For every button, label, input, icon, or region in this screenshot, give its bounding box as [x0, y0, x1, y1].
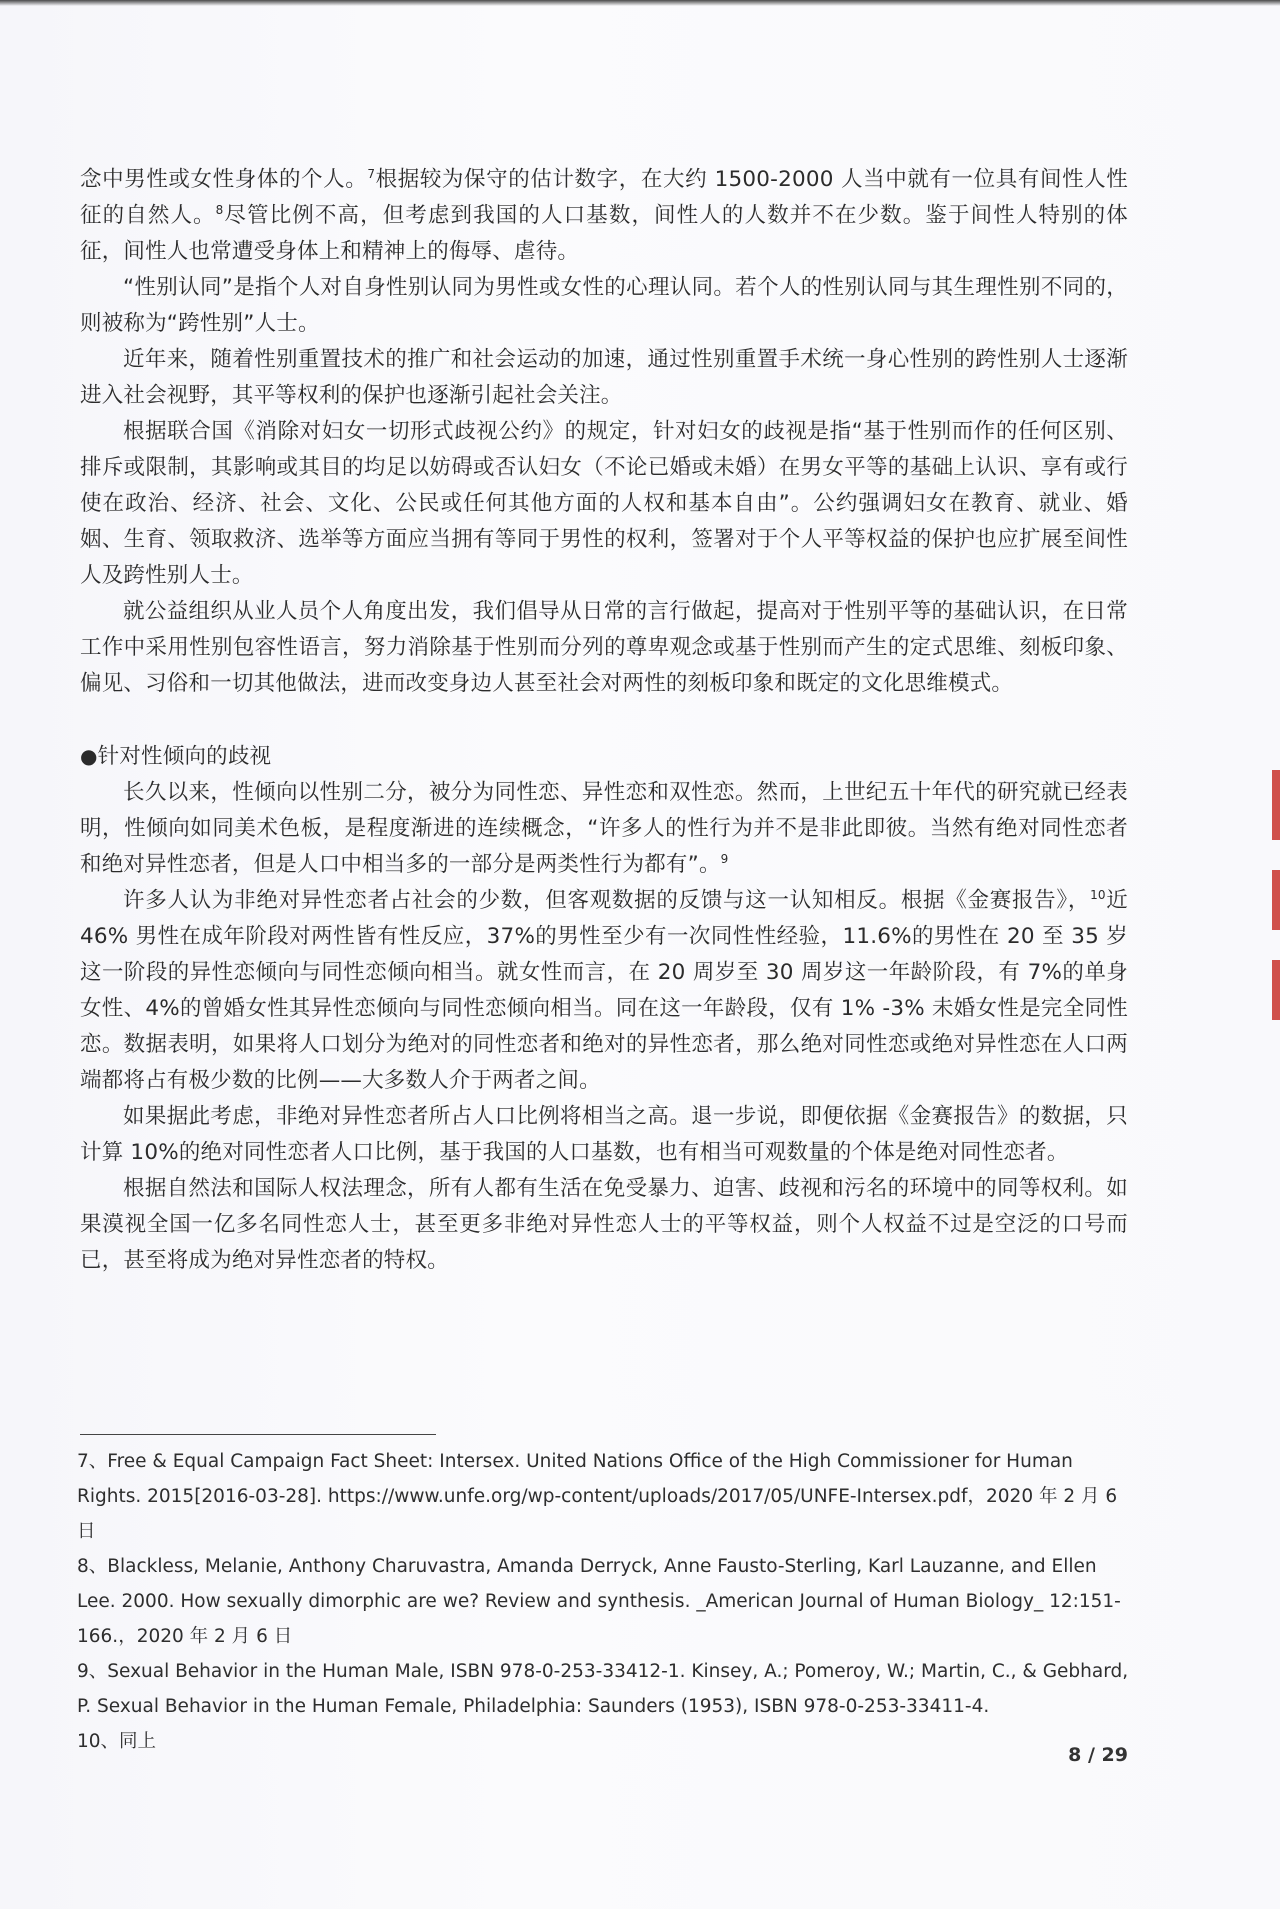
footnote-ref-8: 8	[215, 202, 224, 217]
bullet-icon: ●	[80, 744, 98, 768]
footnote-8: 8、Blackless, Melanie, Anthony Charuvastra, Amanda Derryck, Anne Fausto-Sterling, Karl Lauzanne, and Ellen Lee. 2000. How sexually dimorphic are we? Review and synthesis. _American Journal of Human Biology_ 12:151-166.，2020 年 2 月 6 日	[77, 1556, 1121, 1647]
paragraph-population: 如果据此考虑，非绝对异性恋者所占人口比例将相当之高。退一步说，即便依据《金赛报告》的数据，只计算 10%的绝对同性恋者人口比例，基于我国的人口基数，也有相当可观数量的个体是绝对同性恋者。	[80, 1104, 1128, 1165]
edge-mark-3	[1272, 960, 1280, 1020]
body-text	[80, 162, 1128, 1279]
footnotes	[77, 1444, 1129, 1759]
footnote-divider	[80, 1434, 436, 1435]
edge-mark-1	[1272, 770, 1280, 840]
paragraph-gender-identity: “性别认同”是指个人对自身性别认同为男性或女性的心理认同。若个人的性别认同与其生理性别不同的，则被称为“跨性别”人士。	[80, 275, 1128, 336]
section-heading	[80, 738, 1128, 775]
paragraph-orientation-spectrum: 长久以来，性倾向以性别二分，被分为同性恋、异性恋和双性恋。然而，上世纪五十年代的研究就已经表明，性倾向如同美术色板，是程度渐进的连续概念，“许多人的性行为并不是非此即彼。当然有绝对同性恋者和绝对异性恋者，但是人口中相当多的一部分是两类性行为都有”。$^9$	[80, 780, 1128, 877]
scan-top-shadow	[0, 0, 1280, 6]
paragraph-intersex: 念中男性或女性身体的个人。$^7$根据较为保守的估计数字，在大约 1500-2000 人当中就有一位具有间性人性征的自然人。$^8$尽管比例不高，但考虑到我国的人口基数，间性人的人数并不在少数。鉴于间性人特别的体征，间性人也常遭受身体上和精神上的侮辱、虐待。	[80, 166, 1128, 264]
section-title: 针对性倾向的歧视	[97, 744, 272, 769]
paragraph-cedaw: 根据联合国《消除对妇女一切形式歧视公约》的规定，针对妇女的歧视是指“基于性别而作的任何区别、排斥或限制，其影响或其目的均足以妨碍或否认妇女（不论已婚或未婚）在男女平等的基础上认识、享有或行使在政治、经济、社会、文化、公民或任何其他方面的人权和基本自由”。公约强调妇女在教育、就业、婚姻、生育、领取救济、选举等方面应当拥有等同于男性的权利，签署对于个人平等权益的保护也应扩展至间性人及跨性别人士。	[80, 419, 1128, 588]
paragraph-advocacy: 就公益组织从业人员个人角度出发，我们倡导从日常的言行做起，提高对于性别平等的基础认识，在日常工作中采用性别包容性语言，努力消除基于性别而分列的尊卑观念或基于性别而产生的定式思维、刻板印象、偏见、习俗和一切其他做法，进而改变身边人甚至社会对两性的刻板印象和既定的文化思维模式。	[80, 599, 1128, 696]
edge-mark-2	[1272, 870, 1280, 930]
paragraph-kinsey-data: 许多人认为非绝对异性恋者占社会的少数，但客观数据的反馈与这一认知相反。根据《金赛报告》，$^{10}$近 46% 男性在成年阶段对两性皆有性反应，37%的男性至少有一次同性性经验，11.6%的男性在 20 至 35 岁这一阶段的异性恋倾向与同性恋倾向相当。就女性而言，在 20 周岁至 30 周岁这一年龄阶段，有 7%的单身女性、4%的曾婚女性其异性恋倾向与同性恋倾向相当。同在这一年龄段，仅有 1% -3% 未婚女性是完全同性恋。数据表明，如果将人口划分为绝对的同性恋者和绝对的异性恋者，那么绝对同性恋或绝对异性恋在人口两端都将占有极少数的比例——大多数人介于两者之间。	[80, 887, 1128, 1093]
paragraph-transgender: 近年来，随着性别重置技术的推广和社会运动的加速，通过性别重置手术统一身心性别的跨性别人士逐渐进入社会视野，其平等权利的保护也逐渐引起社会关注。	[80, 347, 1128, 408]
footnote-9: 9、Sexual Behavior in the Human Male, ISBN 978-0-253-33412-1. Kinsey, A.; Pomeroy, W.; Martin, C., & Gebhard, P. Sexual Behavior in the Human Female, Philadelphia: Saunders (1953), ISBN 978-0-253-33411-4.	[77, 1661, 1129, 1717]
footnote-ref-7: 7	[367, 166, 376, 181]
footnote-7: 7、Free & Equal Campaign Fact Sheet: Intersex. United Nations Office of the High Commissioner for Human Rights. 2015[2016-03-28]. https://www.unfe.org/wp-content/uploads/2017/05/UNFE-Intersex.pdf，2020 年 2 月 6 日	[77, 1451, 1118, 1542]
page-number: 8 / 29	[1068, 1744, 1128, 1766]
paragraph-human-rights: 根据自然法和国际人权法理念，所有人都有生活在免受暴力、迫害、歧视和污名的环境中的同等权利。如果漠视全国一亿多名同性恋人士，甚至更多非绝对异性恋人士的平等权益，则个人权益不过是空泛的口号而已，甚至将成为绝对异性恋者的特权。	[80, 1176, 1128, 1273]
footnote-10: 10、同上	[77, 1731, 157, 1752]
footnote-ref-9: 9	[720, 851, 729, 866]
footnote-ref-10: 10	[1090, 887, 1106, 902]
